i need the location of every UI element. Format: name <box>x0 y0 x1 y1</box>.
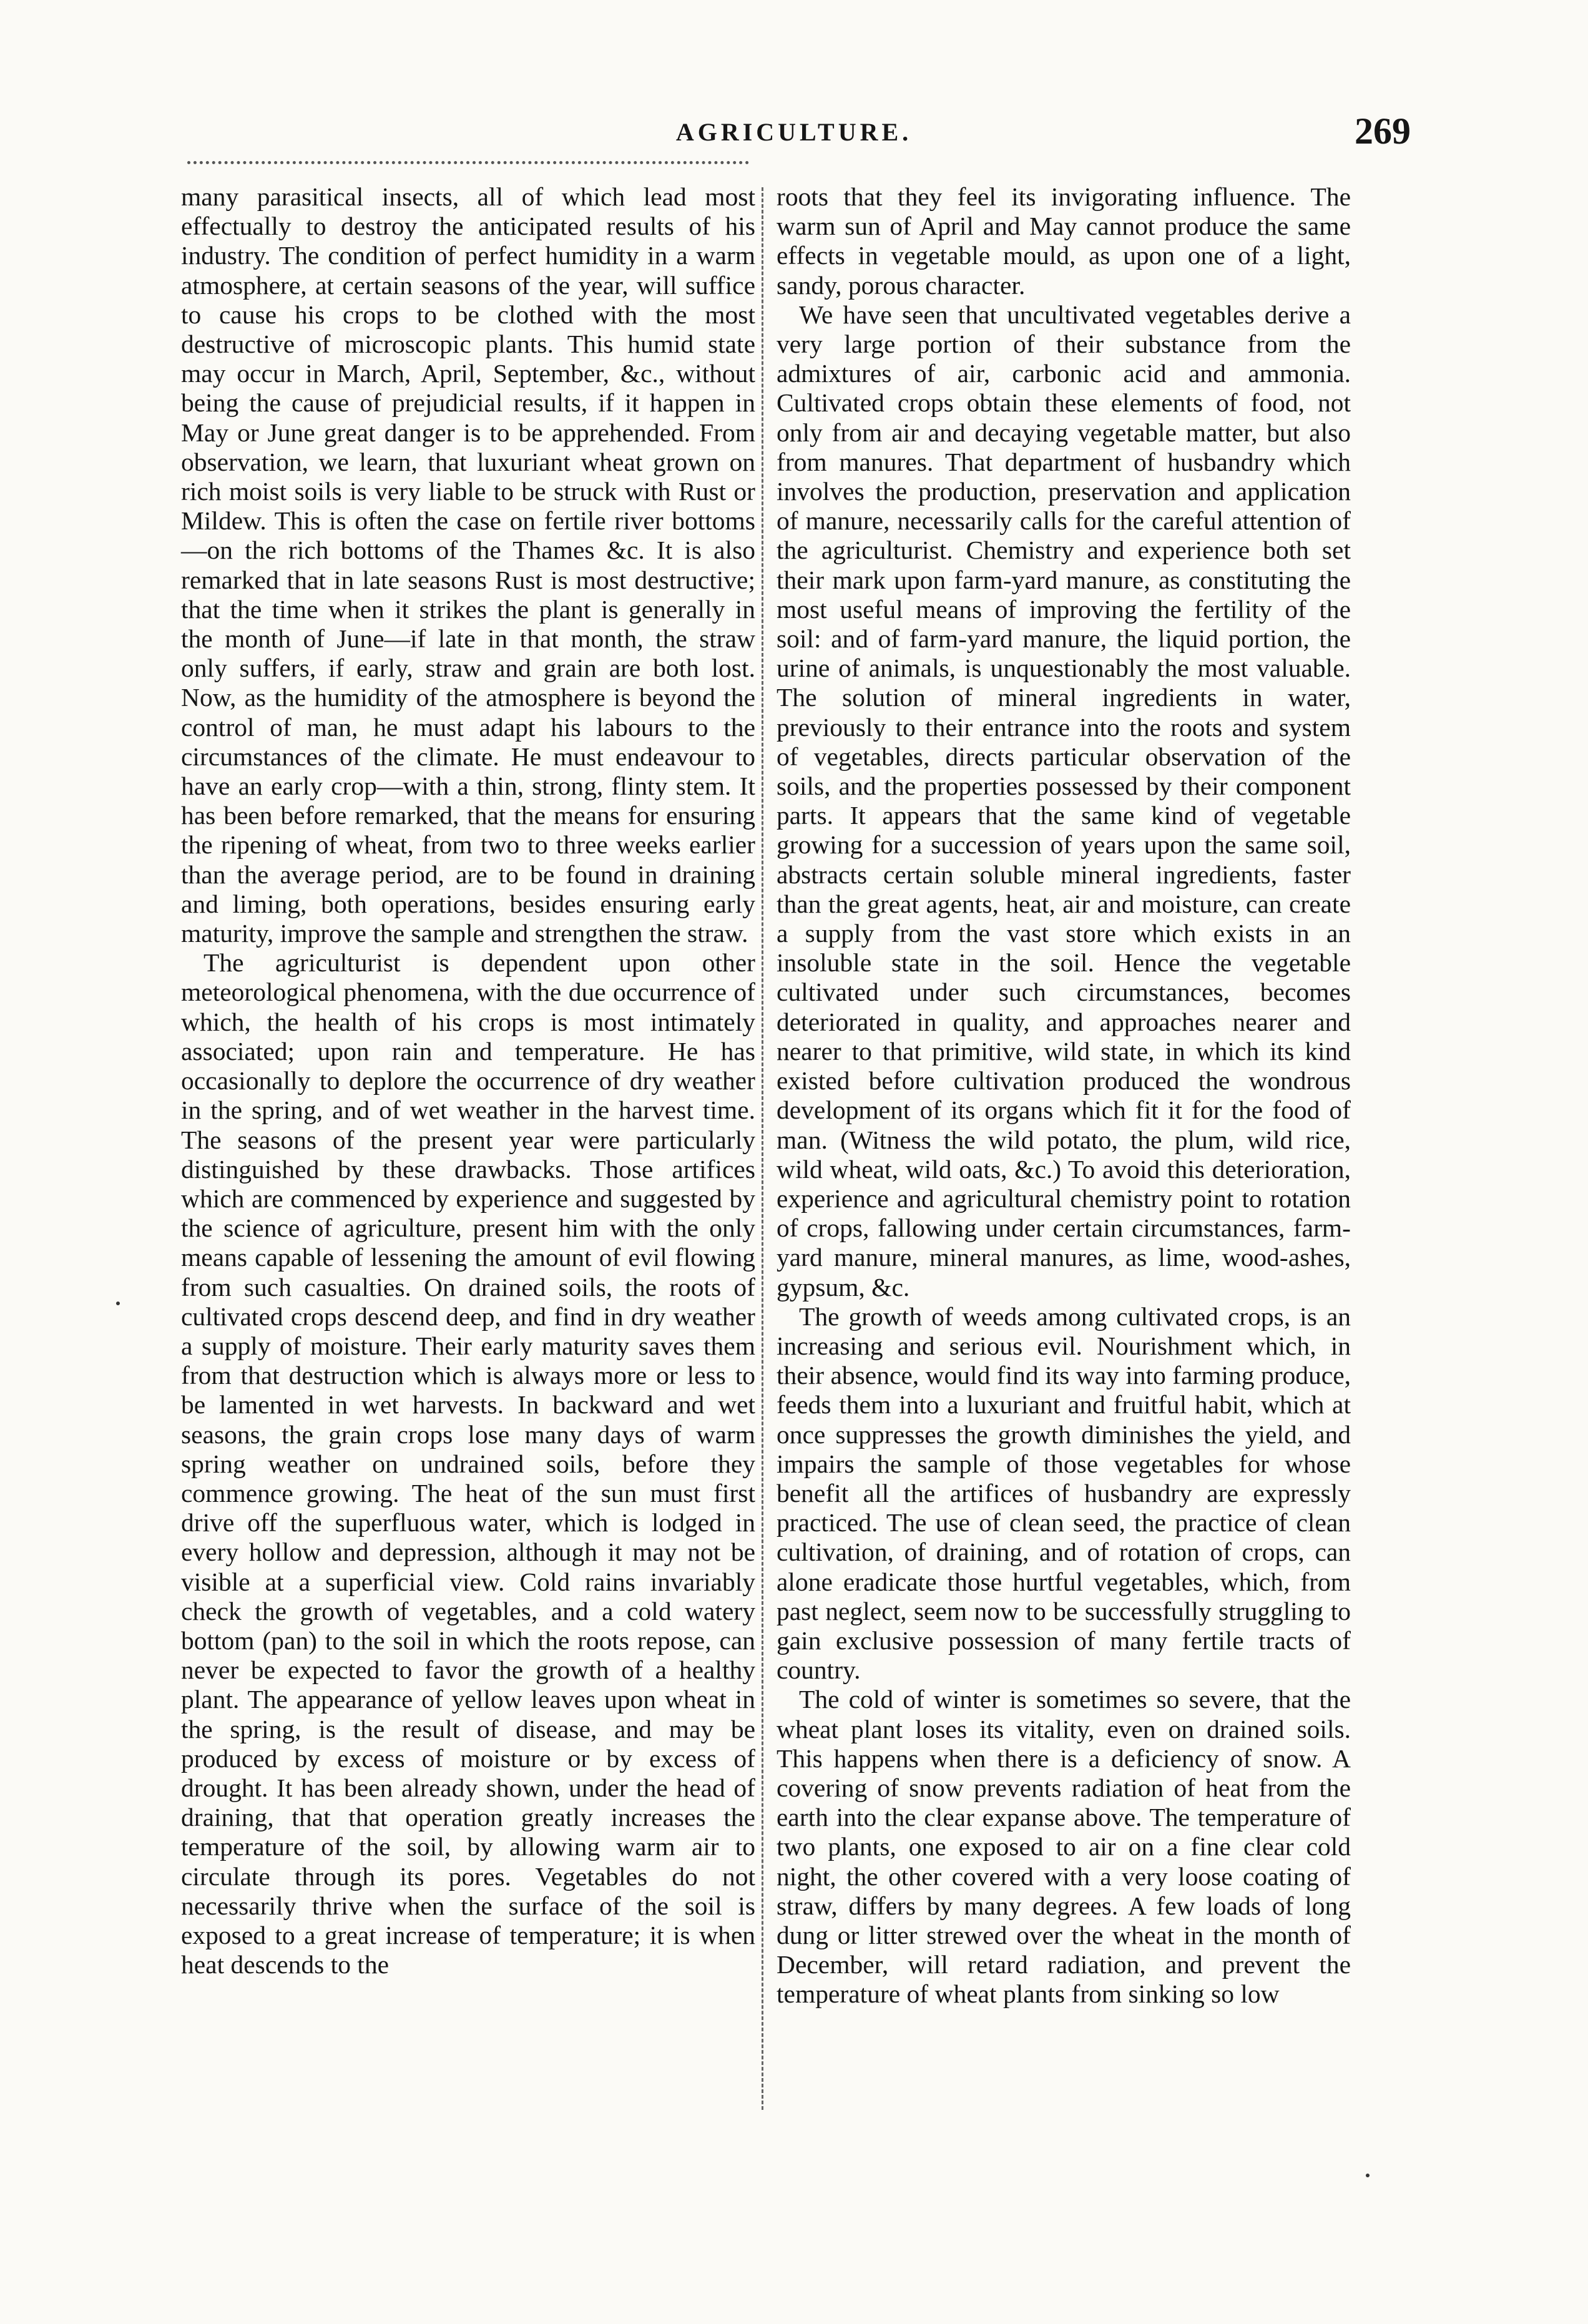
paragraph: We have seen that uncultivated vegetables derive a very large portion of their substance from the admixtures of air, carbonic acid and ammonia. Cultivated crops obtain these elements of food, not only from air and decaying vegetable matter, but also from manures. That department of husbandry which involves the production, preservation and application of manure, necessarily calls for the careful attention of the agriculturist. Chemistry and experience both set their mark upon farm-yard manure, as constituting the most useful means of improving the fertility of the soil: and of farm-yard manure, the liquid portion, the urine of animals, is unquestionably the most valuable. The solution of mineral ingredients in water, previously to their entrance into the roots and system of vegetables, directs particular observation of the soils, and the properties possessed by their component parts. It appears that the same kind of vegetable growing for a succession of years upon the same soil, abstracts certain soluble mineral ingredients, faster than the great agents, heat, air and moisture, can create a supply from the vast store which exists in an insoluble state in the soil. Hence the vegetable cultivated under such circumstances, becomes deteriorated in quality, and approaches nearer and nearer to that primitive, wild state, in which its kind existed before cultivation produced the wondrous development of its organs which fit it for the food of man. (Witness the wild potato, the plum, wild rice, wild wheat, wild oats, &c.) To avoid this deterioration, experience and agricultural chemistry point to rotation of crops, fallowing under certain circumstances, farm-yard manure, mineral manures, as lime, wood-ashes, gypsum, &c. <box>777 300 1351 1302</box>
left-column <box>181 182 755 1979</box>
header-rule <box>187 161 749 164</box>
ink-speck <box>116 1302 120 1305</box>
paragraph: The agriculturist is dependent upon other meteorological phenomena, with the due occurrence of which, the health of his crops is most intimately associated; upon rain and temperature. He has occasionally to deplore the occurrence of dry weather in the spring, and of wet weather in the harvest time. The seasons of the present year were particularly distinguished by these drawbacks. Those artifices which are commenced by experience and suggested by the science of agriculture, present him with the only means capable of lessening the amount of evil flowing from such casualties. On drained soils, the roots of cultivated crops descend deep, and find in dry weather a supply of moisture. Their early maturity saves them from that destruction which is always more or less to be lamented in wet harvests. In backward and wet seasons, the grain crops lose many days of warm spring weather on undrained soils, before they commence growing. The heat of the sun must first drive off the superfluous water, which is lodged in every hollow and depression, although it may not be visible at a superficial view. Cold rains invariably check the growth of vegetables, and a cold watery bottom (pan) to the soil in which the roots repose, can never be expected to favor the growth of a healthy plant. The appearance of yellow leaves upon wheat in the spring, is the result of disease, and may be produced by excess of moisture or by excess of drought. It has been already shown, under the head of draining, that that operation greatly increases the temperature of the soil, by allowing warm air to circulate through its pores. Vegetables do not necessarily thrive when the surface of the soil is exposed to a great increase of temperature; it is when heat descends to the <box>181 948 755 1979</box>
paragraph-continuation: many parasitical insects, all of which lead most effectually to destroy the anticipated results of his industry. The condition of perfect humidity in a warm atmosphere, at certain seasons of the year, will suffice to cause his crops to be clothed with the most destructive of microscopic plants. This humid state may occur in March, April, September, &c., without being the cause of prejudicial results, if it happen in May or June great danger is to be apprehended. From observation, we learn, that luxuriant wheat grown on rich moist soils is very liable to be struck with Rust or Mildew. This is often the case on fertile river bottoms—on the rich bottoms of the Thames &c. It is also remarked that in late seasons Rust is most destructive; that the time when it strikes the plant is generally in the month of June—if late in that month, the straw only suffers, if early, straw and grain are both lost. Now, as the humidity of the atmosphere is beyond the control of man, he must adapt his labours to the circumstances of the climate. He must endeavour to have an early crop—with a thin, strong, flinty stem. It has been before remarked, that the means for ensuring the ripening of wheat, from two to three weeks earlier than the average period, are to be found in draining and liming, both operations, besides ensuring early maturity, improve the sample and strengthen the straw. <box>181 182 755 948</box>
running-title: AGRICULTURE. <box>675 118 913 146</box>
paragraph: The cold of winter is sometimes so severe, that the wheat plant loses its vitality, even on drained soils. This happens when there is a deficiency of snow. A covering of snow prevents radiation of heat from the earth into the clear expanse above. The temperature of two plants, one exposed to air on a fine clear cold night, the other covered with a very loose coating of straw, differs by many degrees. A few loads of long dung or litter strewed over the wheat in the month of December, will retard radiation, and prevent the temperature of wheat plants from sinking so low <box>777 1685 1351 2009</box>
page-number: 269 <box>1355 110 1411 152</box>
column-divider <box>762 187 763 2110</box>
paragraph: The growth of weeds among cultivated crops, is an increasing and serious evil. Nourishment which, in their absence, would find its way into farming produce, feeds them into a luxuriant and fruitful habit, which at once suppresses the growth diminishes the yield, and impairs the sample of those vegetables for whose benefit all the artifices of husbandry are expressly practiced. The use of clean seed, the practice of clean cultivation, of draining, and of rotation of crops, can alone eradicate those hurtful vegetables, which, from past neglect, seem now to be successfully struggling to gain exclusive possession of many fertile tracts of country. <box>777 1302 1351 1685</box>
ink-speck <box>1366 2174 1370 2177</box>
right-column <box>777 182 1351 2009</box>
paragraph-continuation: roots that they feel its invigorating influence. The warm sun of April and May cannot produce the same effects in vegetable mould, as upon one of a light, sandy, porous character. <box>777 182 1351 300</box>
